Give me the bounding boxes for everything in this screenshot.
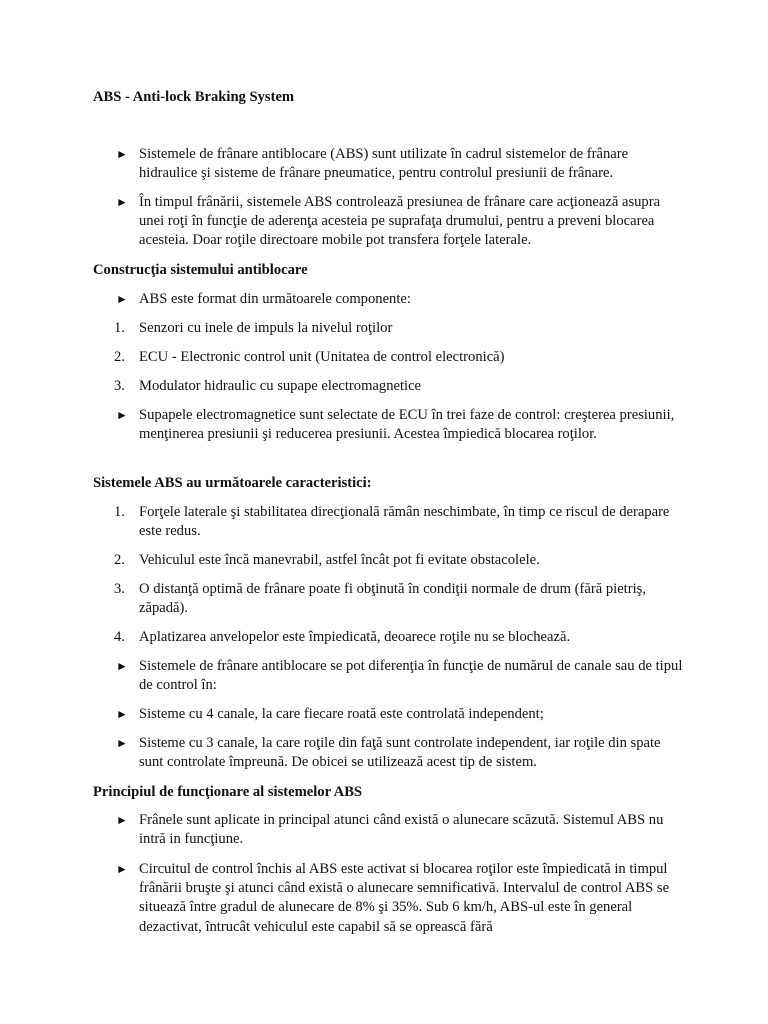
item-number: 4. xyxy=(114,629,125,645)
item-number: 3. xyxy=(114,581,125,597)
section-heading: Construcţia sistemului antiblocare xyxy=(93,262,308,278)
bullet-arrow-icon: ► xyxy=(116,707,128,721)
item-text: Senzori cu inele de impuls la nivelul roţilor xyxy=(139,320,393,336)
bullet-text: Sisteme cu 3 canale, la care roţile din faţă sunt controlate independent, iar roţile din spate sunt controlate împreună. De obicei se utilizează acest tip de sistem. xyxy=(139,735,661,771)
bullet-text: În timpul frânării, sistemele ABS controlează presiunea de frânare care acţionează asupra unei roţi în funcţie de aderenţa acesteia pe suprafaţa drumului, pentru a preveni blocarea acesteia. Doar roţile directoare mobile pot transfera forţele laterale. xyxy=(139,194,661,249)
bullet-arrow-icon: ► xyxy=(116,408,128,422)
bullet-arrow-icon: ► xyxy=(116,659,128,673)
bullet-arrow-icon: ► xyxy=(116,813,128,827)
bullet-text: Sistemele de frânare antiblocare (ABS) sunt utilizate în cadrul sistemelor de frânare hidraulice şi sisteme de frânare pneumatice, pentru controlul presiunii de frânare. xyxy=(139,146,629,182)
item-number: 2. xyxy=(114,349,125,365)
item-text: Forţele laterale şi stabilitatea direcţională rămân neschimbate, în timp ce riscul de derapare este redus. xyxy=(139,504,670,540)
bullet-text: Circuitul de control închis al ABS este activat si blocarea roţilor este împiedicată in timpul frânării bruşte şi atunci când există o alunecare semnificativă. Intervalul de control ABS se situează între gradul de alunecare de 8% şi 35%. Sub 6 km/h, ABS-ul este în general dezactivat, întrucât vehiculul este capabil să se oprească fără xyxy=(139,861,670,935)
item-number: 3. xyxy=(114,378,125,394)
item-number: 1. xyxy=(114,504,125,520)
bullet-text: Sisteme cu 4 canale, la care fiecare roată este controlată independent; xyxy=(139,706,544,722)
bullet-text: Supapele electromagnetice sunt selectate de ECU în trei faze de control: creşterea presiunii, menţinerea presiunii şi reducerea presiunii. Acestea împiedică blocarea roţilor. xyxy=(139,407,675,443)
bullet-text: Frânele sunt aplicate in principal atunci când există o alunecare scăzută. Sistemul ABS nu intră in funcţiune. xyxy=(139,812,664,848)
bullet-text: Sistemele de frânare antiblocare se pot diferenţia în funcţie de numărul de canale sau de tipul de control în: xyxy=(139,658,683,694)
document-title: ABS - Anti-lock Braking System xyxy=(93,89,295,105)
bullet-text: ABS este format din următoarele componente: xyxy=(139,291,411,307)
section-heading: Principiul de funcţionare al sistemelor ABS xyxy=(93,784,363,800)
bullet-arrow-icon: ► xyxy=(116,736,128,750)
item-text: Modulator hidraulic cu supape electromagnetice xyxy=(139,378,422,394)
item-text: ECU - Electronic control unit (Unitatea de control electronică) xyxy=(139,349,505,365)
bullet-arrow-icon: ► xyxy=(116,862,128,876)
item-text: Vehiculul este încă manevrabil, astfel încât pot fi evitate obstacolele. xyxy=(139,552,540,568)
item-number: 1. xyxy=(114,320,125,336)
bullet-arrow-icon: ► xyxy=(116,195,128,209)
bullet-arrow-icon: ► xyxy=(116,292,128,306)
item-number: 2. xyxy=(114,552,125,568)
section-heading: Sistemele ABS au următoarele caracteristici: xyxy=(93,475,372,491)
item-text: O distanţă optimă de frânare poate fi obţinută în condiţii normale de drum (fără pietriş, zăpadă). xyxy=(139,581,646,617)
item-text: Aplatizarea anvelopelor este împiedicată, deoarece roţile nu se blochează. xyxy=(139,629,571,645)
bullet-arrow-icon: ► xyxy=(116,147,128,161)
